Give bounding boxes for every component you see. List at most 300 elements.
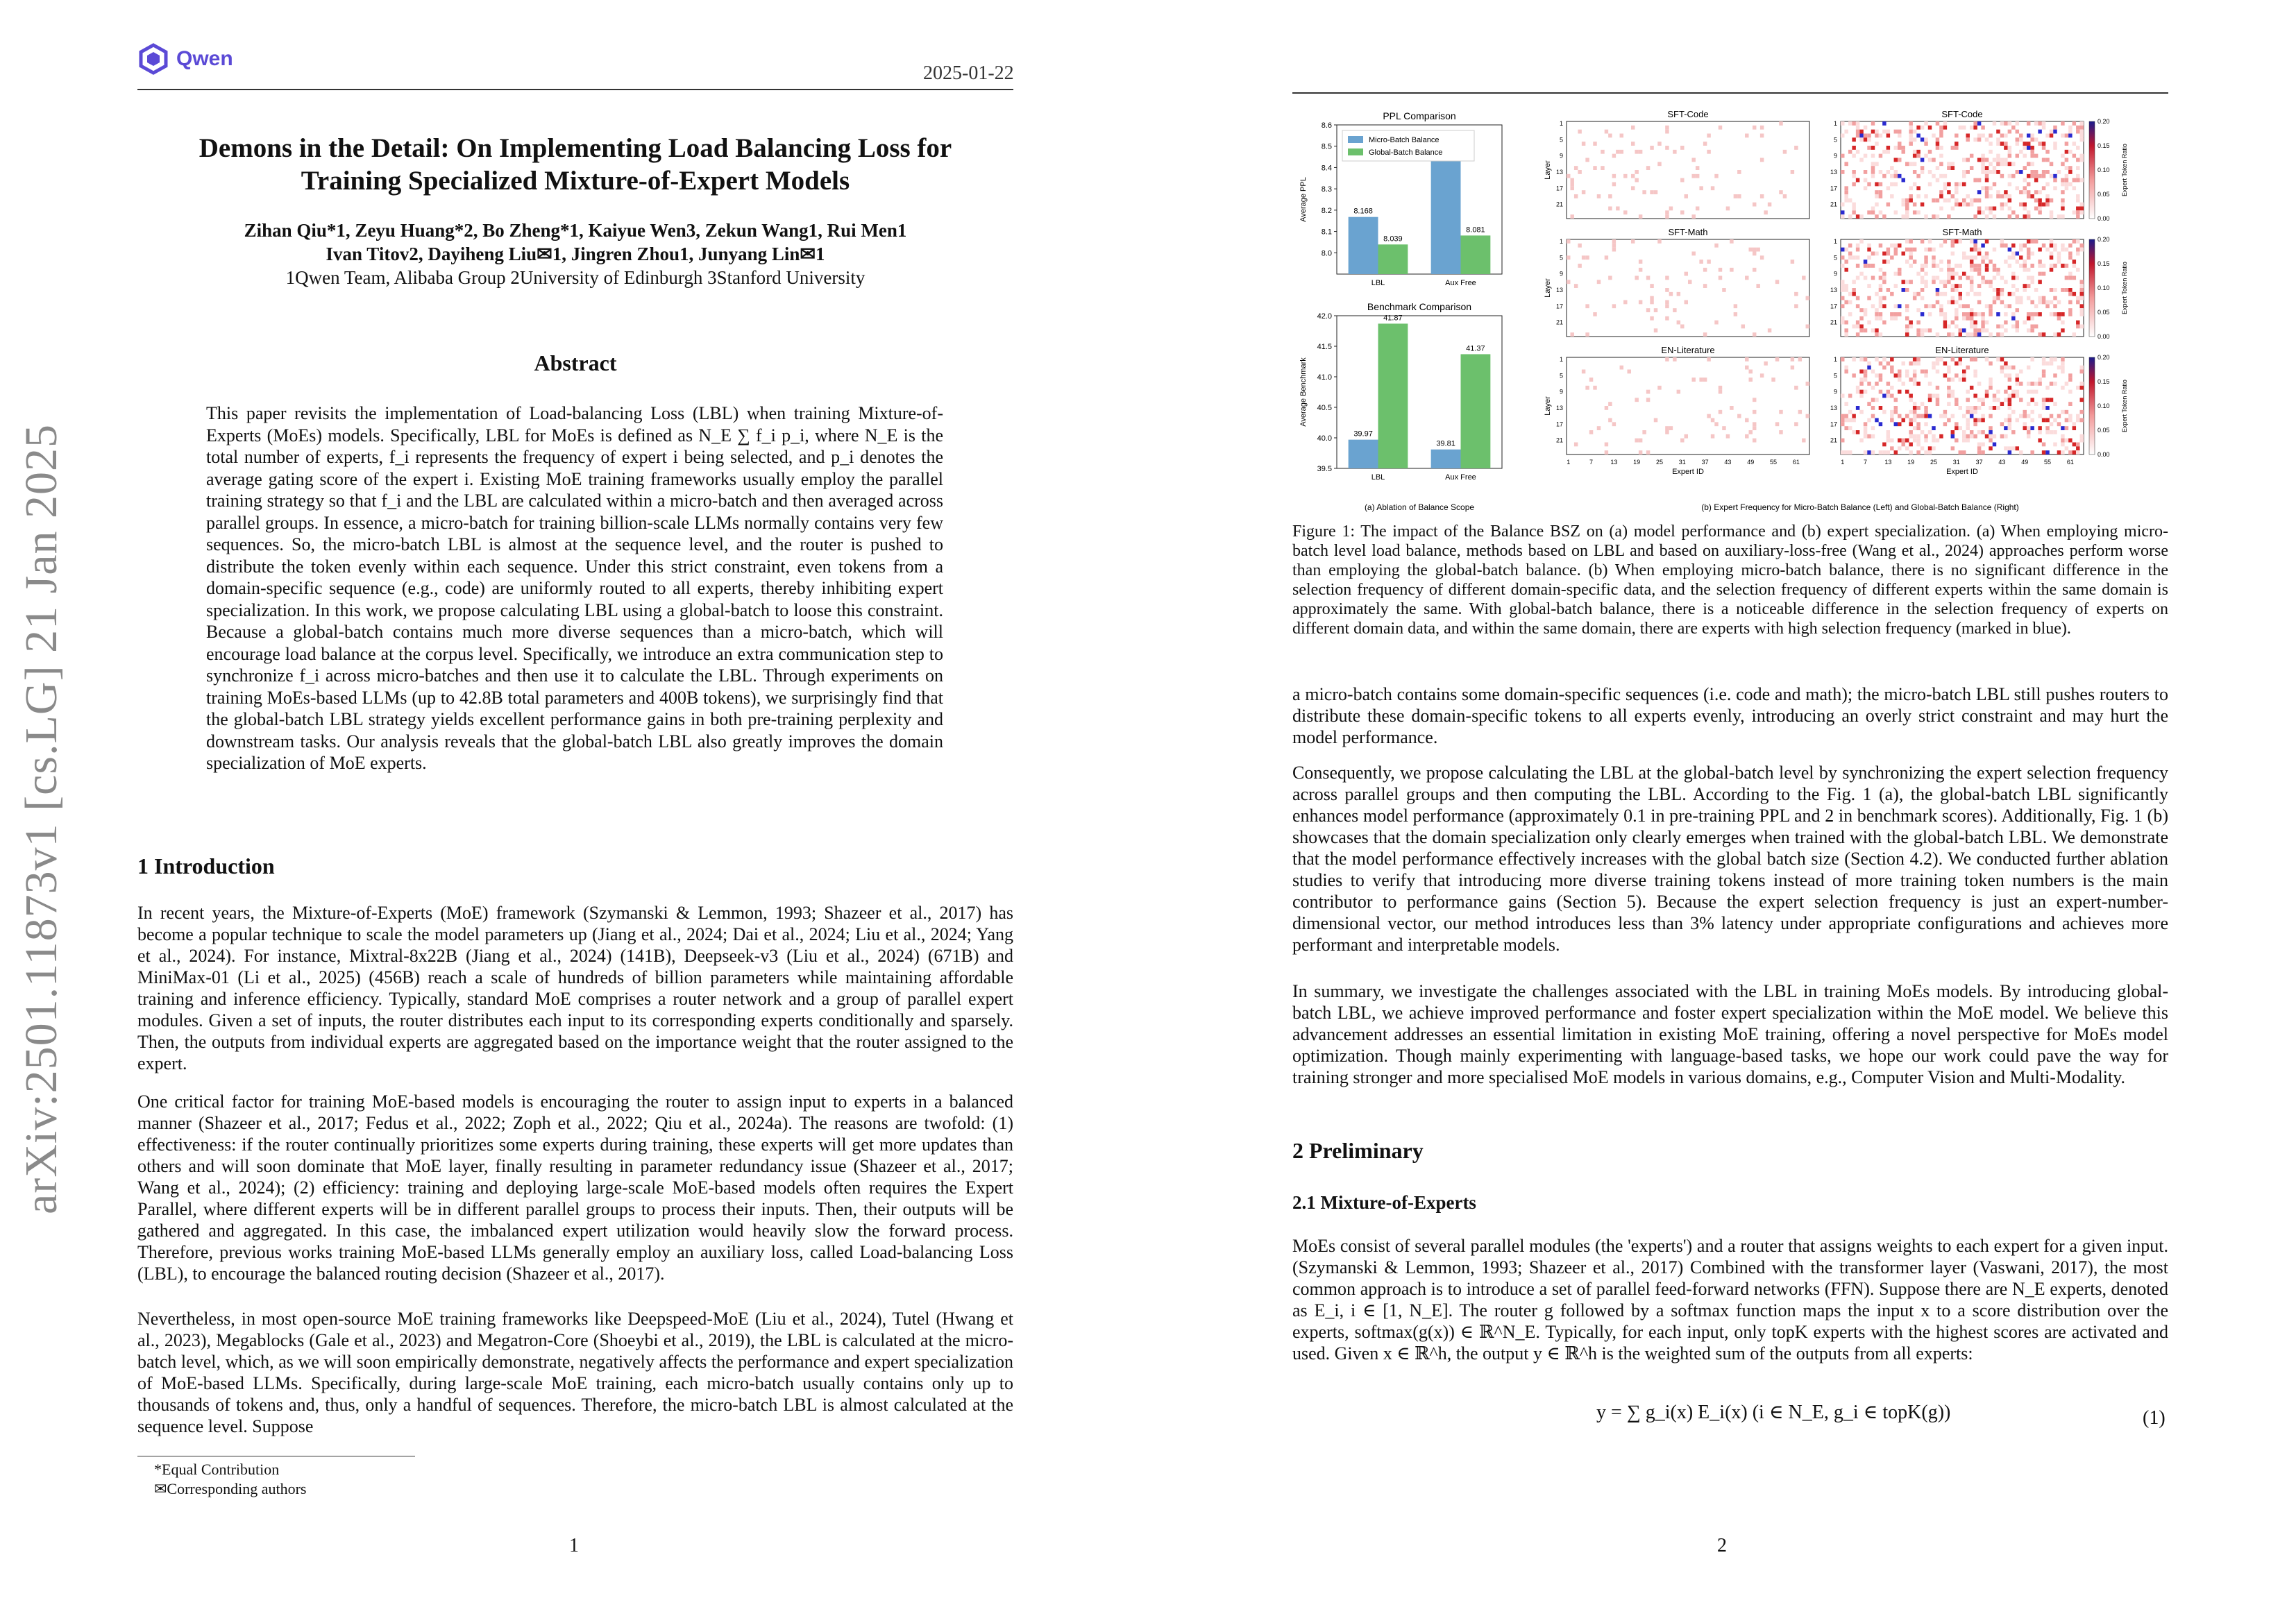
heatmap-cell bbox=[1905, 198, 1909, 203]
heatmap-cell bbox=[1711, 434, 1714, 439]
heatmap-cell bbox=[2050, 244, 2053, 248]
heatmap-cell bbox=[2080, 210, 2084, 214]
heatmap-cell bbox=[1913, 162, 1916, 166]
heatmap-cell bbox=[2042, 398, 2045, 402]
heatmap-cell bbox=[2045, 386, 2049, 390]
heatmap-cell bbox=[2019, 203, 2023, 207]
heatmap-cell bbox=[1864, 186, 1867, 190]
heatmap-cell bbox=[1932, 426, 1935, 430]
heatmap-cell bbox=[2073, 186, 2076, 190]
heatmap-cell bbox=[2016, 382, 2019, 386]
heatmap-cell bbox=[1753, 426, 1756, 430]
heatmap-cell bbox=[1703, 377, 1707, 382]
heatmap-cell bbox=[2061, 362, 2064, 366]
heatmap-cell bbox=[2004, 418, 2007, 423]
heatmap-cell bbox=[1635, 439, 1638, 443]
heatmap-cell bbox=[1882, 272, 1886, 276]
heatmap-cell bbox=[1631, 174, 1635, 178]
heatmap-cell bbox=[2030, 174, 2034, 178]
heatmap-cell bbox=[1959, 264, 1962, 268]
heatmap-cell bbox=[2000, 142, 2004, 146]
heatmap-cell bbox=[2050, 300, 2053, 305]
heatmap-cell bbox=[1989, 280, 1992, 284]
heatmap-cell bbox=[1898, 158, 1901, 162]
heatmap-cell bbox=[1879, 194, 1882, 198]
heatmap-cell bbox=[1996, 292, 2000, 296]
heatmap-cell bbox=[1966, 292, 1969, 296]
heatmap-cell bbox=[1943, 422, 1947, 426]
footnote-equal: *Equal Contribution bbox=[154, 1461, 280, 1478]
heatmap-cell bbox=[1585, 386, 1589, 390]
heatmap-cell bbox=[2027, 121, 2030, 126]
heatmap-cell bbox=[2011, 210, 2015, 214]
heatmap-cell bbox=[2016, 418, 2019, 423]
heatmap-cell bbox=[1905, 288, 1909, 292]
heatmap-cell bbox=[1970, 260, 1973, 264]
paper-title bbox=[137, 132, 1013, 197]
heatmap-cell bbox=[1685, 434, 1688, 439]
heatmap-cell bbox=[2008, 198, 2011, 203]
heatmap-cell bbox=[1848, 292, 1852, 296]
heatmap-cell bbox=[2011, 410, 2015, 414]
heatmap-cell bbox=[2004, 366, 2007, 370]
heatmap-cell bbox=[2004, 390, 2007, 394]
heatmap-cell bbox=[1871, 370, 1875, 374]
heatmap-cell bbox=[1936, 439, 1939, 443]
heatmap-cell bbox=[2030, 357, 2034, 362]
heatmap-cell bbox=[1886, 252, 1890, 256]
heatmap-cell bbox=[2016, 296, 2019, 300]
heatmap-cell bbox=[1924, 214, 1927, 219]
heatmap-cell bbox=[2030, 137, 2034, 142]
heatmap-cell bbox=[1665, 130, 1669, 134]
y-tick-label: 8.2 bbox=[1321, 206, 1332, 215]
heatmap-cell bbox=[1628, 370, 1631, 374]
heatmap-cell bbox=[1894, 182, 1898, 187]
heatmap-cell bbox=[1844, 194, 1848, 198]
heatmap-title: SFT-Math bbox=[1668, 227, 1708, 237]
heatmap-cell bbox=[2004, 134, 2007, 138]
heatmap-cell bbox=[1959, 304, 1962, 308]
heatmap-cell bbox=[2045, 158, 2049, 162]
heatmap-cell bbox=[1955, 239, 1958, 244]
heatmap-cell bbox=[1890, 446, 1893, 450]
heatmap-cell bbox=[2027, 402, 2030, 406]
layer-tick-label: 17 bbox=[1555, 303, 1563, 310]
heatmap-cell bbox=[1943, 362, 1947, 366]
heatmap-cell bbox=[1962, 126, 1966, 130]
heatmap-cell bbox=[1844, 418, 1848, 423]
heatmap-cell bbox=[1894, 252, 1898, 256]
heatmap-cell bbox=[1993, 264, 1996, 268]
heatmap-cell bbox=[2057, 422, 2061, 426]
heatmap-cell bbox=[1601, 150, 1604, 154]
heatmap-cell bbox=[1669, 426, 1673, 430]
heatmap-cell bbox=[1928, 394, 1932, 398]
heatmap-cell bbox=[1928, 382, 1932, 386]
heatmap-cell bbox=[1864, 276, 1867, 280]
heatmap-cell bbox=[1890, 166, 1893, 170]
heatmap-cell bbox=[2000, 134, 2004, 138]
heatmap-cell bbox=[2057, 332, 2061, 337]
heatmap-cell bbox=[1924, 450, 1927, 454]
expert-tick-label: 13 bbox=[1884, 459, 1892, 466]
heatmap-cell bbox=[1707, 134, 1710, 138]
heatmap-cell bbox=[2065, 439, 2068, 443]
heatmap-cell bbox=[1947, 386, 1950, 390]
heatmap-cell bbox=[1848, 426, 1852, 430]
heatmap-cell bbox=[1657, 142, 1661, 146]
heatmap-cell bbox=[1856, 332, 1859, 337]
heatmap-cell bbox=[1977, 450, 1981, 454]
heatmap-cell bbox=[1947, 280, 1950, 284]
heatmap-cell bbox=[1913, 439, 1916, 443]
heatmap-cell bbox=[1882, 304, 1886, 308]
heatmap-cell bbox=[1882, 214, 1886, 219]
heatmap-cell bbox=[1921, 402, 1924, 406]
heatmap-cell bbox=[1993, 158, 1996, 162]
x-tick-label: Aux Free bbox=[1445, 279, 1476, 287]
heatmap-cell bbox=[2073, 239, 2076, 244]
heatmap-cell bbox=[1970, 255, 1973, 260]
x-tick-label: LBL bbox=[1371, 473, 1385, 482]
heatmap-cell bbox=[2068, 182, 2072, 187]
heatmap-cell bbox=[1608, 194, 1612, 198]
heatmap-cell bbox=[1989, 304, 1992, 308]
heatmap-cell bbox=[1646, 398, 1650, 402]
heatmap-cell bbox=[2038, 210, 2041, 214]
heatmap-cell bbox=[1985, 174, 1989, 178]
colorbar bbox=[2089, 121, 2095, 219]
heatmap-cell bbox=[1871, 276, 1875, 280]
heatmap-frame bbox=[1567, 239, 1809, 337]
heatmap-cell bbox=[1905, 308, 1909, 312]
heatmap-cell bbox=[1875, 332, 1878, 337]
heatmap-cell bbox=[1898, 439, 1901, 443]
heatmap-cell bbox=[2080, 288, 2084, 292]
heatmap-cell bbox=[1898, 244, 1901, 248]
heatmap-cell bbox=[2008, 154, 2011, 158]
heatmap-cell bbox=[1601, 166, 1604, 170]
heatmap-cell bbox=[1905, 390, 1909, 394]
heatmap-cell bbox=[1989, 308, 1992, 312]
heatmap-cell bbox=[1989, 134, 1992, 138]
heatmap-cell bbox=[1959, 406, 1962, 410]
heatmap-cell bbox=[2004, 158, 2007, 162]
heatmap-cell bbox=[1771, 377, 1775, 382]
heatmap-cell bbox=[1898, 268, 1901, 272]
heatmap-cell bbox=[2008, 394, 2011, 398]
heatmap-cell bbox=[1947, 300, 1950, 305]
layer-tick-label: 1 bbox=[1559, 237, 1563, 245]
heatmap-cell bbox=[2050, 239, 2053, 244]
heatmap-cell bbox=[1970, 264, 1973, 268]
heatmap-cell bbox=[1913, 357, 1916, 362]
heatmap-cell bbox=[1993, 121, 1996, 126]
heatmap-cell bbox=[1936, 276, 1939, 280]
heatmap-cell bbox=[1932, 434, 1935, 439]
heatmap-cell bbox=[2080, 296, 2084, 300]
heatmap-cell bbox=[1798, 357, 1802, 362]
heatmap-cell bbox=[2080, 304, 2084, 308]
heatmap-cell bbox=[1970, 126, 1973, 130]
heatmap-cell bbox=[1879, 450, 1882, 454]
heatmap-cell bbox=[1875, 190, 1878, 194]
heatmap-cell bbox=[1989, 430, 1992, 434]
heatmap-cell bbox=[1989, 162, 1992, 166]
expert-tick-label: 49 bbox=[1747, 459, 1755, 466]
heatmap-cell bbox=[1844, 370, 1848, 374]
layer-tick-label: 5 bbox=[1833, 254, 1837, 262]
heatmap-cell bbox=[1894, 312, 1898, 316]
heatmap-cell bbox=[1875, 398, 1878, 402]
heatmap-cell bbox=[1924, 304, 1927, 308]
heatmap-cell bbox=[2068, 390, 2072, 394]
heatmap-cell bbox=[2023, 264, 2027, 268]
heatmap-cell bbox=[1996, 390, 2000, 394]
heatmap-cell bbox=[1852, 430, 1855, 434]
heatmap-cell bbox=[2011, 292, 2015, 296]
heatmap-cell bbox=[2027, 276, 2030, 280]
heatmap-cell bbox=[2011, 252, 2015, 256]
layer-tick-label: 17 bbox=[1555, 420, 1563, 428]
heatmap-cell bbox=[1680, 178, 1684, 182]
bar bbox=[1431, 142, 1461, 274]
heatmap-cell bbox=[1955, 422, 1958, 426]
heatmap-cell bbox=[2057, 300, 2061, 305]
heatmap-cell bbox=[2000, 162, 2004, 166]
heatmap-cell bbox=[1844, 332, 1848, 337]
heatmap-cell bbox=[1951, 239, 1955, 244]
heatmap-cell bbox=[1867, 244, 1871, 248]
heatmap-cell bbox=[1996, 170, 2000, 174]
heatmap-cell bbox=[1973, 332, 1977, 337]
heatmap-cell bbox=[2057, 316, 2061, 321]
heatmap-cell bbox=[1916, 406, 1920, 410]
heatmap-cell bbox=[1928, 414, 1932, 418]
heatmap-cell bbox=[2065, 418, 2068, 423]
heatmap-cell bbox=[1993, 434, 1996, 439]
heatmap-cell bbox=[1806, 382, 1809, 386]
heatmap-cell bbox=[2004, 190, 2007, 194]
heatmap-cell bbox=[1848, 198, 1852, 203]
heatmap-cell bbox=[1905, 439, 1909, 443]
layer-tick-label: 13 bbox=[1830, 286, 1837, 294]
layer-tick-label: 9 bbox=[1559, 388, 1563, 396]
heatmap-cell bbox=[2073, 426, 2076, 430]
heatmap-cell bbox=[2030, 328, 2034, 332]
heatmap-cell bbox=[2061, 288, 2064, 292]
heatmap-cell bbox=[1993, 268, 1996, 272]
heatmap-cell bbox=[1856, 386, 1859, 390]
heatmap-cell bbox=[1665, 304, 1669, 308]
heatmap-cell bbox=[2073, 121, 2076, 126]
heatmap-cell bbox=[1993, 214, 1996, 219]
p2-paragraph-2: Consequently, we propose calculating the LBL at the global-batch level by synchronizing the expert selection frequency across parallel groups and then computing the LBL. According to the Fig. 1 (a), the global-batch LBL significantly enhances model performance (approximately 0.1 in pre-training PPL and 2 in benchmark scores). Additionally, Fig. 1 (b) showcases that the domain specialization only clearly emerges when trained with the global-batch LBL. We demonstrate that the model performance effectively increases with the global batch size (Section 4.2). We conducted further ablation studies to verify that introducing more diverse training tokens instead of more training token numbers is the main contributor to performance gains (Section 5). Because the expert selection frequency is just an expert-number-dimensional vector, our method introduces less than 3% latency under appropriate configurations and achieves more performant and interpretable models. bbox=[1292, 763, 2168, 955]
heatmap-cell bbox=[1620, 134, 1623, 138]
heatmap-cell bbox=[1909, 121, 1912, 126]
bar-value-label: 39.81 bbox=[1436, 439, 1455, 448]
heatmap-cell bbox=[1593, 312, 1596, 316]
heatmap-cell bbox=[1962, 182, 1966, 187]
heatmap-cell bbox=[1879, 373, 1882, 377]
expert-tick-label: 37 bbox=[1975, 459, 1983, 466]
heatmap-cell bbox=[2080, 439, 2084, 443]
heatmap-cell bbox=[1841, 394, 1844, 398]
heatmap-cell bbox=[2004, 398, 2007, 402]
heatmap-panel bbox=[1544, 109, 1809, 219]
heatmap-cell bbox=[1856, 264, 1859, 268]
heatmap-cell bbox=[1864, 170, 1867, 174]
heatmap-cell bbox=[1673, 150, 1676, 154]
heatmap-cell bbox=[1605, 450, 1608, 454]
heatmap-cell bbox=[1921, 296, 1924, 300]
layer-tick-label: 9 bbox=[1559, 270, 1563, 278]
heatmap-cell bbox=[1848, 255, 1852, 260]
heatmap-cell bbox=[2011, 366, 2015, 370]
heatmap-cell bbox=[2042, 373, 2045, 377]
heatmap-cell bbox=[1707, 414, 1710, 418]
heatmap-cell bbox=[2080, 418, 2084, 423]
heatmap-cell bbox=[2053, 402, 2057, 406]
heatmap-cell bbox=[2080, 410, 2084, 414]
heatmap-cell bbox=[1943, 182, 1947, 187]
heatmap-cell bbox=[1909, 252, 1912, 256]
heatmap-cell bbox=[1745, 366, 1748, 370]
heatmap-cell bbox=[1859, 308, 1863, 312]
heatmap-cell bbox=[1612, 248, 1616, 252]
heatmap-cell bbox=[1886, 150, 1890, 154]
heatmap-cell bbox=[1996, 158, 2000, 162]
heatmap-cell bbox=[2030, 252, 2034, 256]
heatmap-cell bbox=[1841, 450, 1844, 454]
heatmap-cell bbox=[2061, 121, 2064, 126]
heatmap-cell bbox=[2080, 178, 2084, 182]
heatmap-cell bbox=[1898, 304, 1901, 308]
heatmap-cell bbox=[1939, 260, 1943, 264]
heatmap-cell bbox=[1871, 426, 1875, 430]
heatmap-cell bbox=[2050, 252, 2053, 256]
heatmap-cell bbox=[1737, 194, 1741, 198]
heatmap-cell bbox=[1582, 255, 1585, 260]
heatmap-cell bbox=[1909, 162, 1912, 166]
heatmap-cell bbox=[1959, 328, 1962, 332]
expert-tick-label: 61 bbox=[1792, 459, 1800, 466]
heatmap-cell bbox=[2057, 252, 2061, 256]
heatmap-cell bbox=[1996, 154, 2000, 158]
heatmap-cell bbox=[2004, 434, 2007, 439]
heatmap-cell bbox=[1886, 439, 1890, 443]
heatmap-cell bbox=[1947, 366, 1950, 370]
heatmap-cell bbox=[2042, 406, 2045, 410]
heatmap-cell bbox=[2076, 214, 2079, 219]
heatmap-cell bbox=[1864, 450, 1867, 454]
heatmap-cell bbox=[1924, 255, 1927, 260]
heatmap-cell bbox=[2053, 142, 2057, 146]
heatmap-cell bbox=[1882, 280, 1886, 284]
heatmap-cell bbox=[2050, 174, 2053, 178]
heatmap-cell bbox=[1962, 170, 1966, 174]
heatmap-cell bbox=[1574, 166, 1578, 170]
heatmap-cell bbox=[1905, 280, 1909, 284]
heatmap-cell bbox=[1909, 418, 1912, 423]
heatmap-cell bbox=[1966, 194, 1969, 198]
heatmap-cell bbox=[1898, 146, 1901, 150]
heatmap-cell bbox=[1719, 126, 1722, 130]
heatmap-cell bbox=[1646, 166, 1650, 170]
heatmap-cell bbox=[1886, 288, 1890, 292]
page-number-1: 1 bbox=[569, 1535, 579, 1556]
heatmap-cell bbox=[2019, 244, 2023, 248]
heatmap-cell bbox=[2050, 134, 2053, 138]
heatmap-cell bbox=[1852, 325, 1855, 329]
heatmap-cell bbox=[1951, 166, 1955, 170]
heatmap-cell bbox=[2000, 300, 2004, 305]
heatmap-cell bbox=[1977, 292, 1981, 296]
heatmap-cell bbox=[1848, 244, 1852, 248]
heatmap-cell bbox=[1947, 268, 1950, 272]
heatmap-cell bbox=[1871, 450, 1875, 454]
heatmap-cell bbox=[1711, 418, 1714, 423]
heatmap-cell bbox=[1921, 166, 1924, 170]
heatmap-cell bbox=[2030, 162, 2034, 166]
heatmap-cell bbox=[2008, 194, 2011, 198]
heatmap-cell bbox=[2019, 137, 2023, 142]
heatmap-cell bbox=[1973, 325, 1977, 329]
heatmap-cell bbox=[1859, 158, 1863, 162]
heatmap-cell bbox=[2061, 426, 2064, 430]
heatmap-cell bbox=[1932, 214, 1935, 219]
heatmap-cell bbox=[1631, 239, 1635, 244]
heatmap-cell bbox=[1962, 312, 1966, 316]
heatmap-cell bbox=[1916, 422, 1920, 426]
heatmap-cell bbox=[1898, 312, 1901, 316]
heatmap-cell bbox=[1567, 255, 1570, 260]
heatmap-cell bbox=[1650, 284, 1653, 288]
heatmap-cell bbox=[1905, 370, 1909, 374]
heatmap-cell bbox=[2023, 244, 2027, 248]
heatmap-cell bbox=[1955, 426, 1958, 430]
authors-line-2: Ivan Titov2, Dayiheng Liu✉1, Jingren Zhou1, Junyang Lin✉1 bbox=[326, 244, 825, 264]
heatmap-cell bbox=[1879, 390, 1882, 394]
heatmap-cell bbox=[1902, 214, 1905, 219]
heatmap-cell bbox=[1916, 362, 1920, 366]
heatmap-cell bbox=[1989, 362, 1992, 366]
heatmap-cell bbox=[1913, 260, 1916, 264]
heatmap-cell bbox=[1882, 394, 1886, 398]
heatmap-cell bbox=[1570, 214, 1573, 219]
heatmap-cell bbox=[1665, 288, 1669, 292]
heatmap-cell bbox=[2042, 142, 2045, 146]
heatmap-cell bbox=[2050, 430, 2053, 434]
heatmap-cell bbox=[1783, 150, 1787, 154]
heatmap-cell bbox=[2053, 248, 2057, 252]
heatmap-cell bbox=[2045, 362, 2049, 366]
heatmap-cell bbox=[1909, 394, 1912, 398]
heatmap-cell bbox=[1578, 244, 1581, 248]
heatmap-cell bbox=[1871, 154, 1875, 158]
heatmap-cell bbox=[1985, 170, 1989, 174]
heatmap-cell bbox=[2030, 170, 2034, 174]
heatmap-cell bbox=[1585, 255, 1589, 260]
heatmap-cell bbox=[1970, 154, 1973, 158]
heatmap-cell bbox=[2019, 300, 2023, 305]
layer-tick-label: 13 bbox=[1555, 404, 1563, 411]
legend-label: Micro-Batch Balance bbox=[1369, 136, 1440, 144]
heatmap-cell bbox=[1921, 239, 1924, 244]
heatmap-cell bbox=[1844, 328, 1848, 332]
heatmap-cell bbox=[2034, 402, 2038, 406]
